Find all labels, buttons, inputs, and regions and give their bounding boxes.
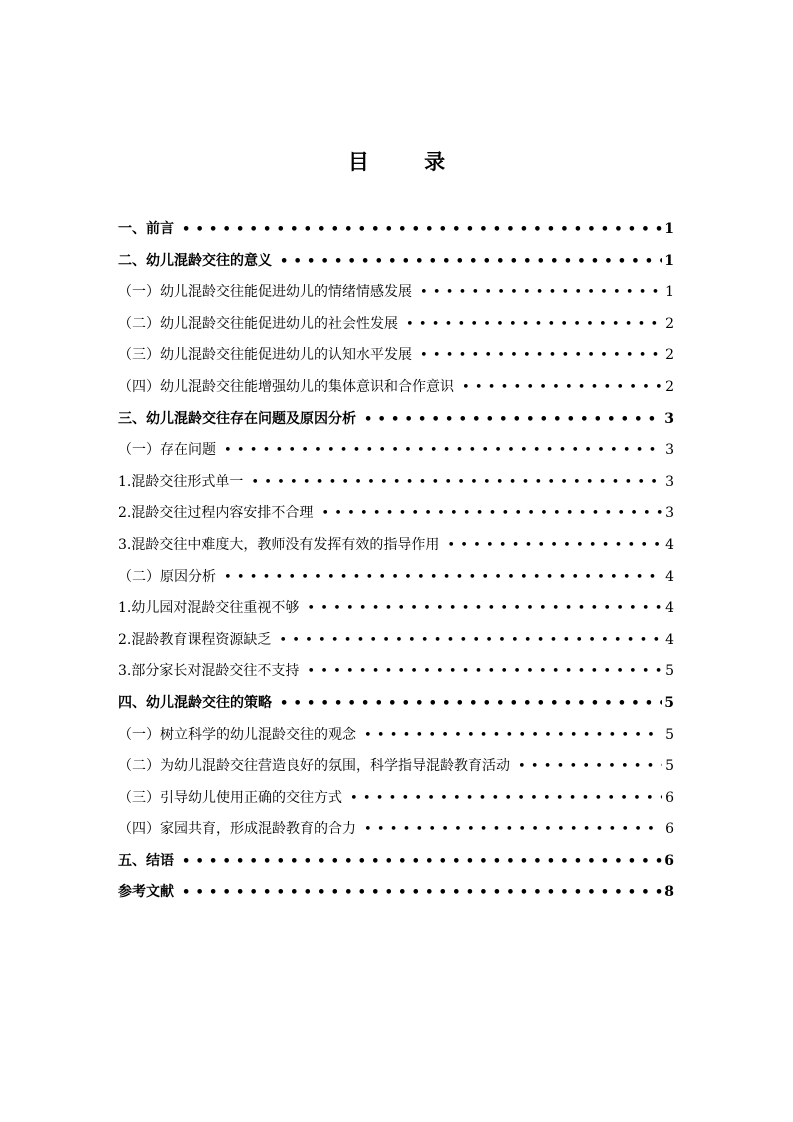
toc-entry-page: 3 (665, 505, 674, 522)
toc-entry-label: 2.混龄交往过程内容安排不合理 (118, 505, 314, 522)
toc-entry[interactable] (118, 846, 674, 878)
toc-entry-label: 三、幼儿混龄交往存在问题及原因分析 (118, 410, 356, 427)
toc-entry-label: 一、前言 (118, 221, 174, 237)
toc-entry-page: 2 (665, 315, 674, 332)
toc-entry-label: （二）幼儿混龄交往能促进幼儿的社会性发展 (118, 315, 398, 332)
toc-entry-page: 4 (665, 568, 674, 585)
dot-leader (356, 814, 662, 846)
toc-entry-label: 五、结语 (118, 852, 174, 869)
dot-leader (356, 720, 662, 752)
toc-entry[interactable] (118, 246, 674, 278)
toc-entry-page: 4 (665, 600, 674, 617)
dot-leader (216, 562, 662, 594)
toc-entry-label: （三）幼儿混龄交往能促进幼儿的认知水平发展 (118, 347, 412, 364)
dot-leader (174, 846, 662, 878)
toc-entry-label: 1.幼儿园对混龄交往重视不够 (118, 600, 300, 617)
toc-entry-page: 4 (665, 631, 674, 648)
toc-entry-page: 5 (665, 726, 674, 743)
toc-entry-page: 2 (665, 378, 674, 395)
toc-entry[interactable] (118, 309, 674, 341)
dot-leader (412, 277, 662, 309)
dot-leader (272, 246, 662, 278)
toc-entry[interactable] (118, 435, 674, 467)
toc-entry-page: 2 (665, 347, 674, 364)
toc-entry-label: （三）引导幼儿使用正确的交往方式 (118, 789, 342, 806)
toc-entry[interactable] (118, 530, 674, 562)
dot-leader (243, 467, 662, 499)
toc-entry-label: （一）树立科学的幼儿混龄交往的观念 (118, 726, 356, 743)
toc-entry-label: （二）为幼儿混龄交往营造良好的氛围，科学指导混龄教育活动 (118, 758, 510, 775)
toc-entry-label: （四）家园共育，形成混龄教育的合力 (118, 821, 356, 838)
toc-entry-page: 6 (664, 852, 674, 869)
dot-leader (272, 688, 662, 720)
toc-entry-page: 6 (665, 821, 674, 838)
toc-entry[interactable] (118, 720, 674, 752)
toc-entry[interactable] (118, 656, 674, 688)
toc-entry-page: 1 (664, 252, 674, 269)
toc-entry-page: 3 (664, 410, 674, 427)
toc-entry-label: 3.部分家长对混龄交往不支持 (118, 663, 300, 680)
toc-entry-page: 5 (664, 694, 674, 711)
toc-entry[interactable] (118, 688, 674, 720)
toc-entry-page: 1 (665, 284, 674, 301)
toc-entry-label: 1.混龄交往形式单一 (118, 473, 244, 490)
toc-entry-label: 四、幼儿混龄交往的策略 (118, 694, 272, 711)
toc-entry-page: 8 (664, 884, 674, 901)
toc-entry[interactable] (118, 877, 674, 909)
toc-entry[interactable] (118, 467, 674, 499)
dot-leader (454, 372, 662, 404)
dot-leader (342, 783, 662, 815)
toc-entry-page: 3 (665, 442, 674, 459)
toc-entry-page: 3 (665, 473, 674, 490)
dot-leader (510, 751, 662, 783)
toc-entry-label: （二）原因分析 (118, 568, 216, 585)
dot-leader (356, 404, 662, 436)
toc-entry[interactable] (118, 372, 674, 404)
page-title: 目 录 (347, 149, 470, 174)
toc-entry[interactable] (118, 562, 674, 594)
dot-leader (271, 625, 662, 657)
toc-entry-page: 1 (664, 221, 674, 237)
toc-entry[interactable] (118, 814, 674, 846)
dot-leader (174, 877, 662, 909)
toc-entry[interactable] (118, 277, 674, 309)
dot-leader (216, 435, 662, 467)
dot-leader (299, 656, 662, 688)
toc-entry[interactable] (118, 783, 674, 815)
dot-leader (439, 530, 662, 562)
toc-entry-label: （一）幼儿混龄交往能促进幼儿的情绪情感发展 (118, 284, 412, 301)
dot-leader (398, 309, 662, 341)
dot-leader (313, 498, 662, 530)
toc-entry-label: 2.混龄教育课程资源缺乏 (118, 631, 272, 648)
toc-entry[interactable] (118, 404, 674, 436)
dot-leader (412, 340, 662, 372)
toc-entry[interactable] (118, 751, 674, 783)
toc-entry-page: 5 (665, 663, 674, 680)
toc-entry-page: 6 (665, 789, 674, 806)
toc-entry[interactable] (118, 593, 674, 625)
toc-entry-label: 3.混龄交往中难度大，教师没有发挥有效的指导作用 (118, 536, 440, 553)
toc-entry-label: 参考文献 (118, 884, 174, 901)
toc-entry-label: （四）幼儿混龄交往能增强幼儿的集体意识和合作意识 (118, 378, 454, 395)
toc-entry[interactable] (118, 625, 674, 657)
toc-entry[interactable] (118, 498, 674, 530)
dot-leader (174, 214, 662, 246)
toc-entry-page: 4 (665, 536, 674, 553)
toc-entry-label: 二、幼儿混龄交往的意义 (118, 252, 272, 269)
toc-entry[interactable] (118, 340, 674, 372)
toc-entry-page: 5 (665, 758, 674, 775)
table-of-contents (118, 214, 674, 909)
toc-entry-label: （一）存在问题 (118, 442, 216, 459)
toc-entry[interactable] (118, 214, 674, 246)
dot-leader (299, 593, 662, 625)
